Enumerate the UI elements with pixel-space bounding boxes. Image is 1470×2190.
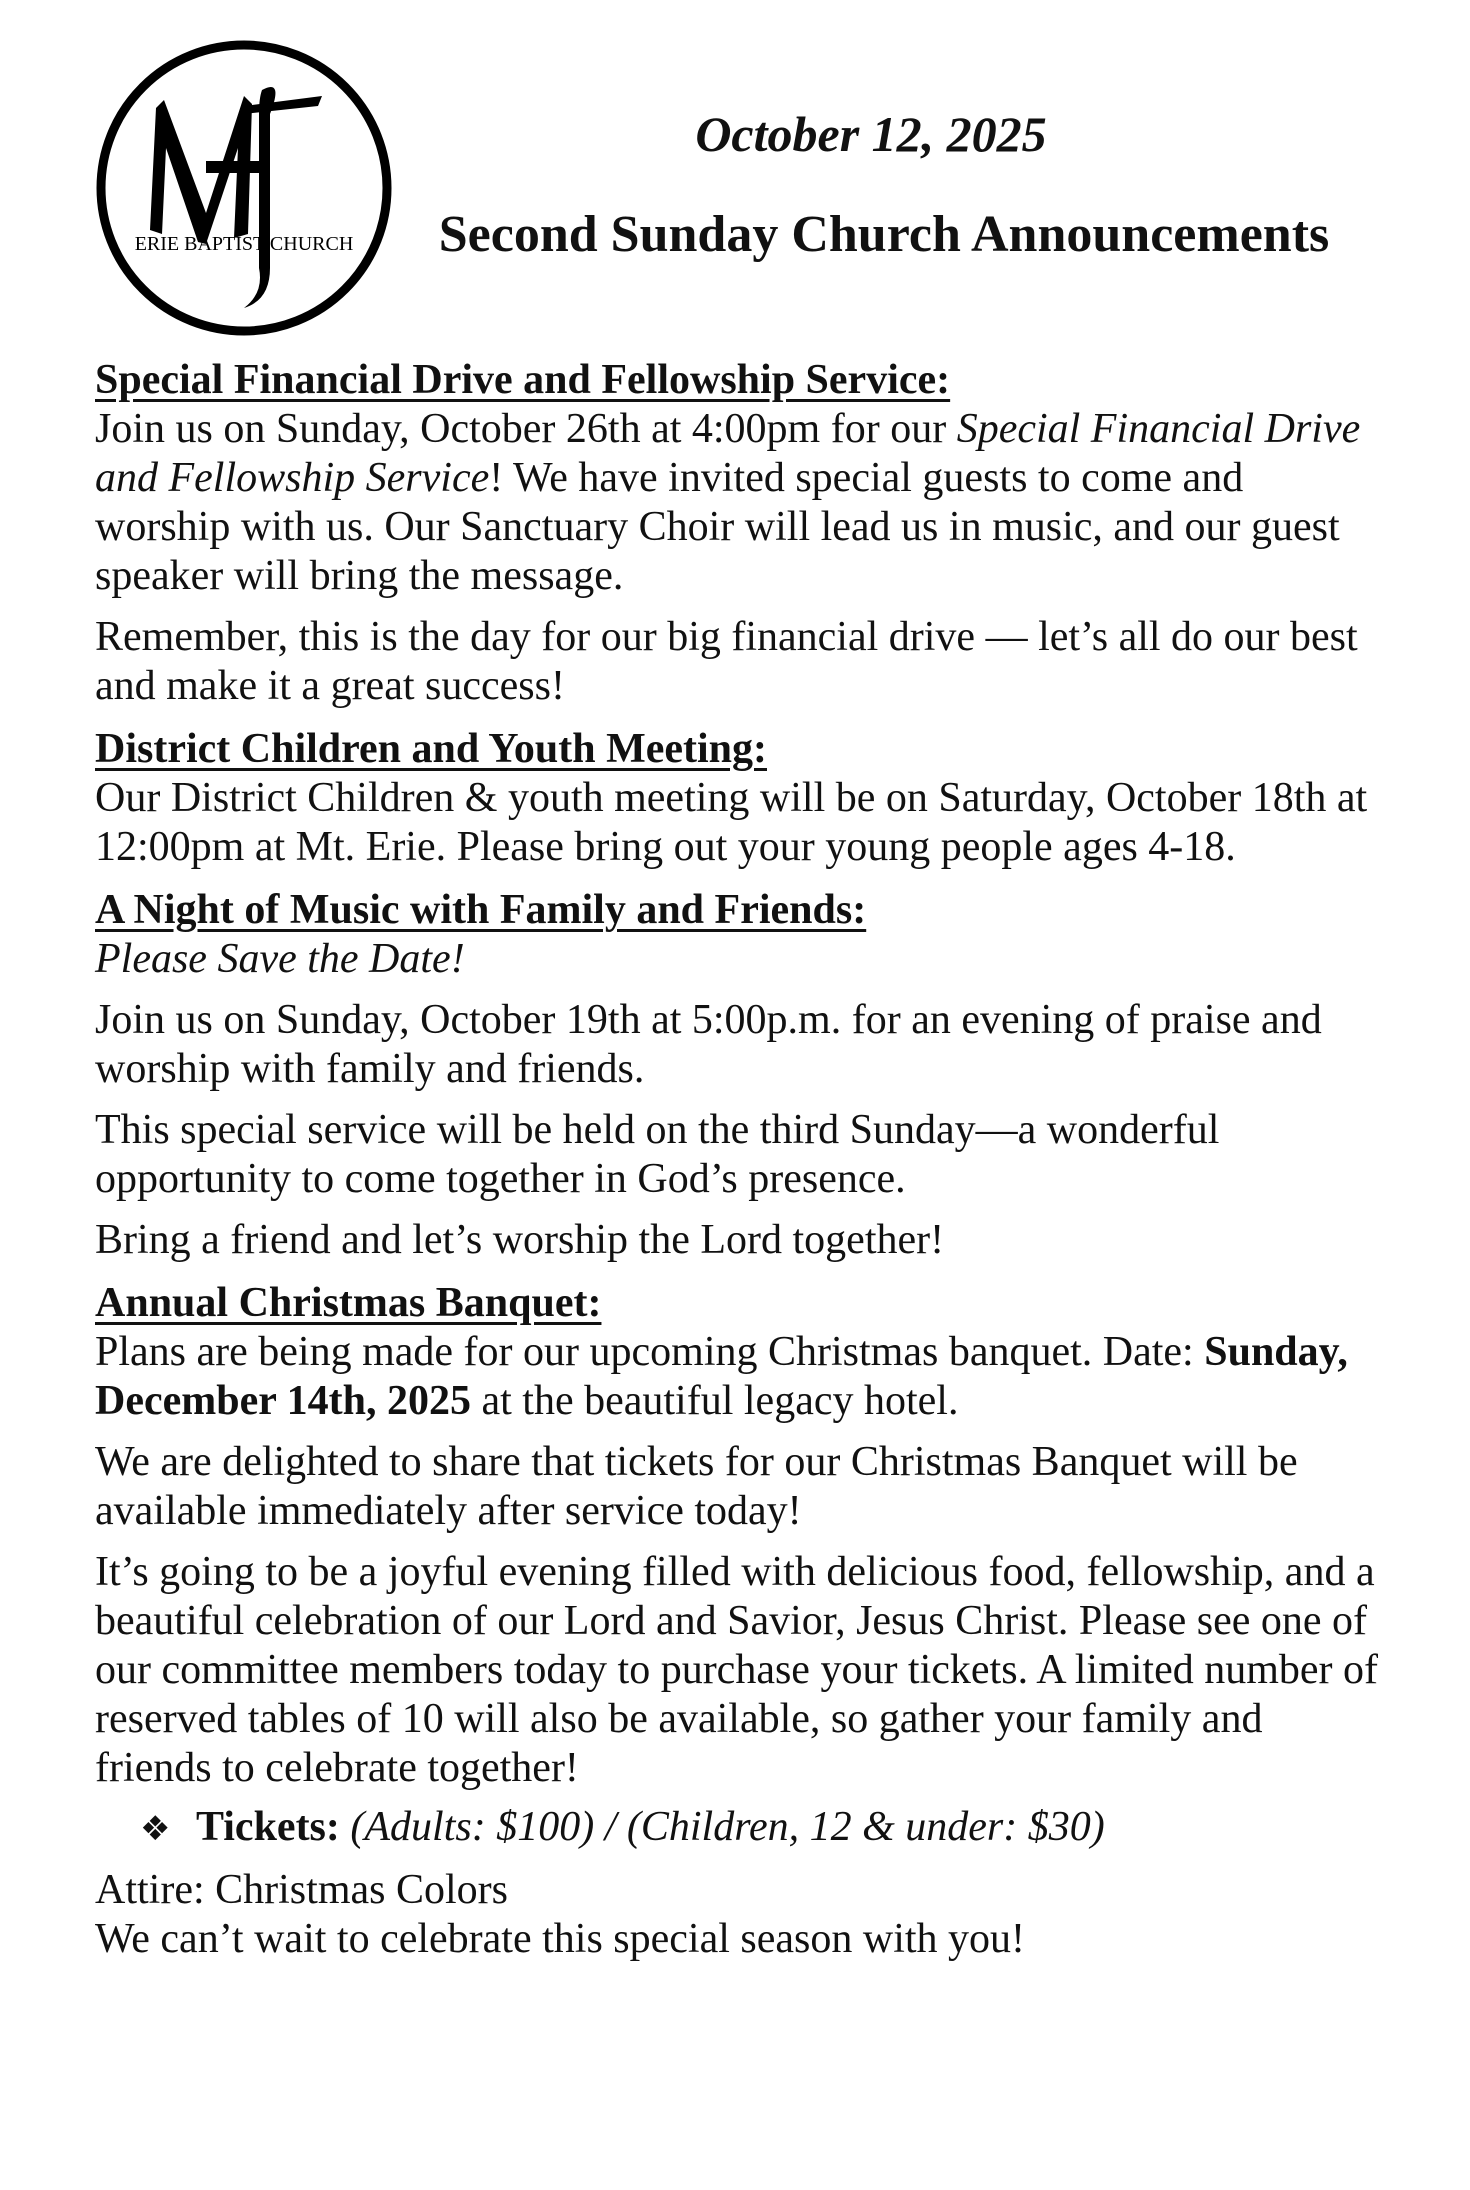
logo-church-name: ERIE BAPTIST CHURCH	[134, 233, 354, 255]
diamond-bullet-icon: ❖	[140, 1809, 171, 1849]
church-logo	[94, 38, 394, 338]
district-paragraph: Our District Children & youth meeting will be on Saturday, October 18th at 12:00pm at Mt. Erie. Please bring out your young people ages 4-18.	[95, 775, 1368, 870]
financial-paragraph-1: Join us on Sunday, October 26th at 4:00pm for our Special Financial Drive and Fellowship Service! We have invited special guests to come and worship with us. Our Sanctuary Choir will lead us in music, and our guest speaker will bring the message.	[95, 406, 1361, 599]
tickets-line	[95, 1803, 1385, 1854]
tickets-label: Tickets:	[196, 1804, 340, 1850]
heading-night-of-music: A Night of Music with Family and Friends:	[95, 887, 867, 933]
music-paragraph-2: This special service will be held on the third Sunday—a wonderful opportunity to come together in God’s presence.	[95, 1107, 1220, 1202]
save-the-date: Please Save the Date!	[95, 936, 465, 982]
heading-christmas-banquet: Annual Christmas Banquet:	[95, 1280, 602, 1326]
tickets-prices: (Adults: $100) / (Children, 12 & under: $30)	[350, 1804, 1105, 1850]
music-paragraph-3: Bring a friend and let’s worship the Lord together!	[95, 1217, 945, 1263]
financial-service-name: Special Financial Drive and Fellowship Service	[95, 406, 1361, 501]
financial-paragraph-2: Remember, this is the day for our big financial drive — let’s all do our best and make it a great success!	[95, 614, 1358, 709]
banquet-paragraph-3: It’s going to be a joyful evening filled with delicious food, fellowship, and a beautiful celebration of our Lord and Savior, Jesus Christ. Please see one of our committee members today to purchase your tickets. A limited number of reserved tables of 10 will also be available, so gather your family and friends to celebrate together!	[95, 1549, 1379, 1791]
heading-district-meeting: District Children and Youth Meeting:	[95, 726, 767, 772]
banquet-paragraph-2: We are delighted to share that tickets for our Christmas Banquet will be available immediately after service today!	[95, 1439, 1298, 1534]
banquet-paragraph-1: Plans are being made for our upcoming Christmas banquet. Date: Sunday, December 14th, 2025 at the beautiful legacy hotel.	[95, 1329, 1348, 1424]
attire-line: Attire: Christmas Colors	[95, 1867, 508, 1913]
closing-line: We can’t wait to celebrate this special season with you!	[95, 1916, 1026, 1962]
banquet-date: Sunday, December 14th, 2025	[95, 1329, 1348, 1424]
page-title: Second Sunday Church Announcements	[438, 206, 1330, 263]
heading-financial-drive: Special Financial Drive and Fellowship Service:	[95, 357, 951, 403]
bulletin-date: October 12, 2025	[695, 106, 1047, 162]
music-paragraph-1: Join us on Sunday, October 19th at 5:00p.m. for an evening of praise and worship with family and friends.	[95, 997, 1322, 1092]
announcements-body	[95, 356, 1385, 1964]
